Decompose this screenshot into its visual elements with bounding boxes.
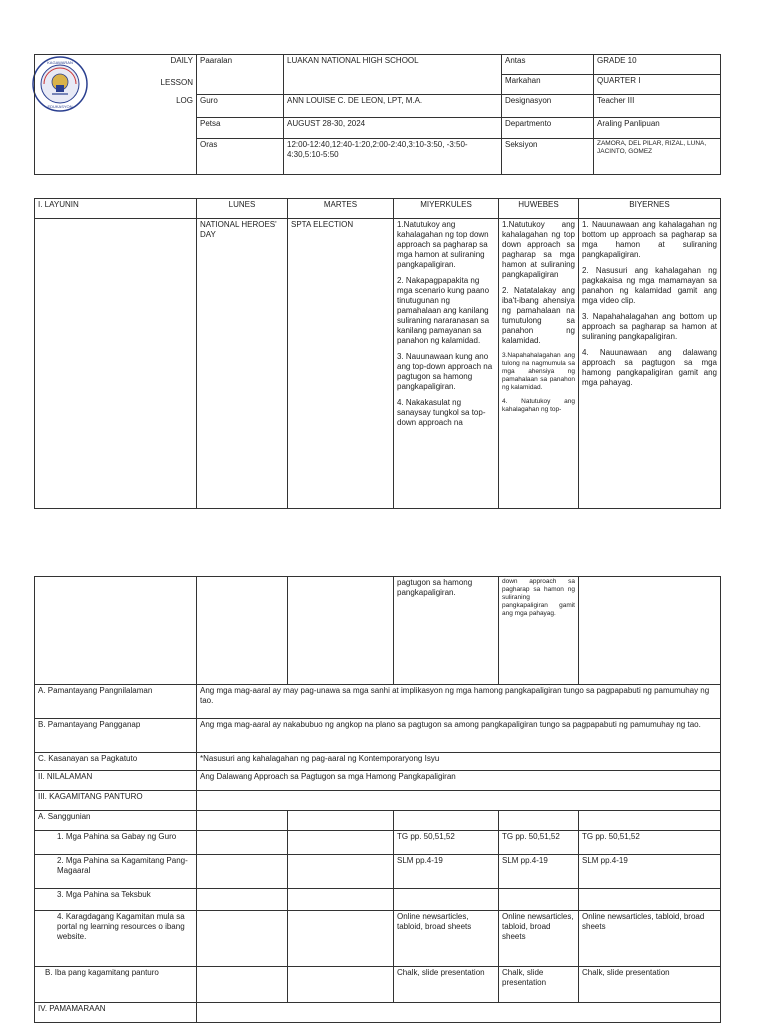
label-sanggunian: A. Sanggunian — [35, 811, 197, 831]
huwebes-obj-3: 3.Napahahalagahan ang tulong na nagmumula sa mga ahensiya ng pamahalaan sa panahon ng kalamidad. — [502, 352, 575, 391]
label-teksbuk: 3. Mga Pahina sa Teksbuk — [35, 889, 197, 911]
title-daily: DAILY — [170, 56, 193, 65]
miyerkules-obj-4: 4. Nakakasulat ng sanaysay tungkol sa top-down approach na — [397, 398, 486, 427]
huwebes-objectives — [499, 219, 579, 509]
label-kagamitang-mag-aaral: 2. Mga Pahina sa Kagamitang Pang-Magaaral — [35, 855, 197, 889]
gabay-miyerkules: TG pp. 50,51,52 — [394, 831, 499, 855]
biyernes-obj-3: 3. Napahahalagahan ang bottom up approach sa pagharap sa hamon at suliraning pangkapaligiran. — [582, 312, 717, 341]
slm-huwebes: SLM pp.4-19 — [499, 855, 579, 889]
iba-pang-biyernes: Chalk, slide presentation — [579, 967, 721, 1003]
biyernes-obj-4: 4. Nauunawaan ang dalawang approach sa pagtugon sa mga hamong pangkapaligiran gamit ang mga pahayag. — [582, 348, 717, 387]
huwebes-continued: down approach sa pagharap sa hamon ng suliraning pangkapaligiran gamit ang mga pahayag. — [499, 577, 579, 685]
label-nilalaman: II. NILALAMAN — [35, 771, 197, 791]
value-designasyon: Teacher III — [594, 95, 721, 118]
value-paaralan: LUAKAN NATIONAL HIGH SCHOOL — [284, 55, 502, 75]
label-pamantayang-pangnilalaman: A. Pamantayang Pangnilalaman — [35, 685, 197, 719]
slm-miyerkules: SLM pp.4-19 — [394, 855, 499, 889]
title-lesson: LESSON — [160, 78, 193, 87]
value-seksiyon: ZAMORA, DEL PILAR, RIZAL, LUNA, JACINTO, GOMEZ — [594, 139, 721, 175]
huwebes-obj-1: 1.Natutukoy ang kahalagahan ng top down approach sa pagharap sa mga hamon at suliraning pangkapaligiran — [502, 220, 575, 279]
label-karagdagang: 4. Karagdagang Kagamitan mula sa portal ng learning resources o ibang website. — [35, 911, 197, 967]
miyerkules-continued: pagtugon sa hamong pangkapaligiran. — [394, 577, 499, 685]
layunin-table — [34, 198, 721, 509]
value-markahan: QUARTER I — [594, 75, 721, 95]
value-pamantayang-pangnilalaman: Ang mga mag-aaral ay may pag-unawa sa mga sanhi at implikasyon ng mga hamong pangkapaligiran tungo sa pagpapabuti ng pamumuhay ng tao. — [197, 685, 721, 719]
label-designasyon: Designasyon — [502, 95, 594, 118]
label-seksiyon: Seksiyon — [502, 139, 594, 175]
day-martes: MARTES — [288, 199, 394, 219]
label-petsa: Petsa — [197, 118, 284, 139]
day-lunes: LUNES — [197, 199, 288, 219]
label-paaralan: Paaralan — [197, 55, 284, 75]
label-departmento: Departmento — [502, 118, 594, 139]
huwebes-obj-2: 2. Natatalakay ang iba't-ibang ahensiya ng pamahalaan na tumutulong sa panahon ng kalamidad. — [502, 286, 575, 345]
slm-biyernes: SLM pp.4-19 — [579, 855, 721, 889]
karagdagang-miyerkules: Online newsarticles, tabloid, broad sheets — [394, 911, 499, 967]
title-log: LOG — [35, 95, 197, 118]
label-gabay: 1. Mga Pahina sa Gabay ng Guro — [35, 831, 197, 855]
day-miyerkules: MIYERKULES — [394, 199, 499, 219]
huwebes-obj-4: 4. Natutukoy ang kahalagahan ng top- — [502, 398, 575, 413]
biyernes-objectives — [579, 219, 721, 509]
gabay-biyernes: TG pp. 50,51,52 — [579, 831, 721, 855]
gabay-huwebes: TG pp. 50,51,52 — [499, 831, 579, 855]
label-markahan: Markahan — [502, 75, 594, 95]
label-oras: Oras — [197, 139, 284, 175]
value-oras: 12:00-12:40,12:40-1:20,2:00-2:40,3:10-3:50, -3:50-4:30,5:10-5:50 — [284, 139, 502, 175]
day-biyernes: BIYERNES — [579, 199, 721, 219]
value-departmento: Araling Panlipuan — [594, 118, 721, 139]
iba-pang-huwebes: Chalk, slide presentation — [499, 967, 579, 1003]
value-guro: ANN LOUISE C. DE LEON, LPT, M.A. — [284, 95, 502, 118]
svg-text:KAGAWARAN: KAGAWARAN — [47, 60, 73, 65]
page2-table — [34, 576, 721, 1023]
label-iba-pang: B. Iba pang kagamitang panturo — [35, 967, 197, 1003]
karagdagang-biyernes: Online newsarticles, tabloid, broad sheets — [579, 911, 721, 967]
label-kagamitang: III. KAGAMITANG PANTURO — [35, 791, 197, 811]
header-table — [34, 54, 721, 175]
label-antas: Antas — [502, 55, 594, 75]
miyerkules-obj-3: 3. Nauunawaan kung ano ang top-down approach na pagtugon sa hamong pangkapaligiran. — [397, 352, 493, 391]
miyerkules-obj-2: 2. Nakapagpapakita ng mga scenario kung paano tinutugunan ng pamahalaan ang kanilang suliraning nararanasan sa kanilang pamayanan sa panahon ng kalamidad. — [397, 276, 490, 345]
biyernes-obj-2: 2. Nasusuri ang kahalagahan ng pagkakaisa ng mga mamamayan sa panahon ng kalamidad gamit ang mga video clip. — [582, 266, 717, 305]
value-pamantayang-pangganap: Ang mga mag-aaral ay nakabubuo ng angkop na plano sa pagtugon sa among pangkapaligiran tungo sa pagpapabuti ng pamumuhay ng tao. — [197, 719, 721, 753]
section-layunin: I. LAYUNIN — [35, 199, 197, 219]
label-pamamaraan: IV. PAMAMARAAN — [35, 1003, 197, 1023]
miyerkules-objectives — [394, 219, 499, 509]
title-cell — [35, 55, 197, 95]
value-kasanayan: *Nasusuri ang kahalagahan ng pag-aaral ng Kontemporaryong Isyu — [197, 753, 721, 771]
svg-text:EDUKASYON: EDUKASYON — [47, 104, 73, 109]
label-kasanayan: C. Kasanayan sa Pagkatuto — [35, 753, 197, 771]
karagdagang-huwebes: Online newsarticles, tabloid, broad sheets — [499, 911, 579, 967]
lunes-objective: NATIONAL HEROES' DAY — [197, 219, 288, 509]
label-guro: Guro — [197, 95, 284, 118]
miyerkules-obj-1: 1.Natutukoy ang kahalagahan ng top down approach sa pagharap sa mga hamon at suliraning pangkapaligiran. — [397, 220, 489, 269]
martes-objective: SPTA ELECTION — [288, 219, 394, 509]
value-petsa: AUGUST 28-30, 2024 — [284, 118, 502, 139]
label-pamantayang-pangganap: B. Pamantayang Pangganap — [35, 719, 197, 753]
day-huwebes: HUWEBES — [499, 199, 579, 219]
iba-pang-miyerkules: Chalk, slide presentation — [394, 967, 499, 1003]
value-nilalaman: Ang Dalawang Approach sa Pagtugon sa mga Hamong Pangkapaligiran — [197, 771, 721, 791]
value-antas: GRADE 10 — [594, 55, 721, 75]
biyernes-obj-1: 1. Nauunawaan ang kahalagahan ng bottom up approach sa pagharap sa mga hamon at suliraning pangkapaligiran. — [582, 220, 717, 259]
